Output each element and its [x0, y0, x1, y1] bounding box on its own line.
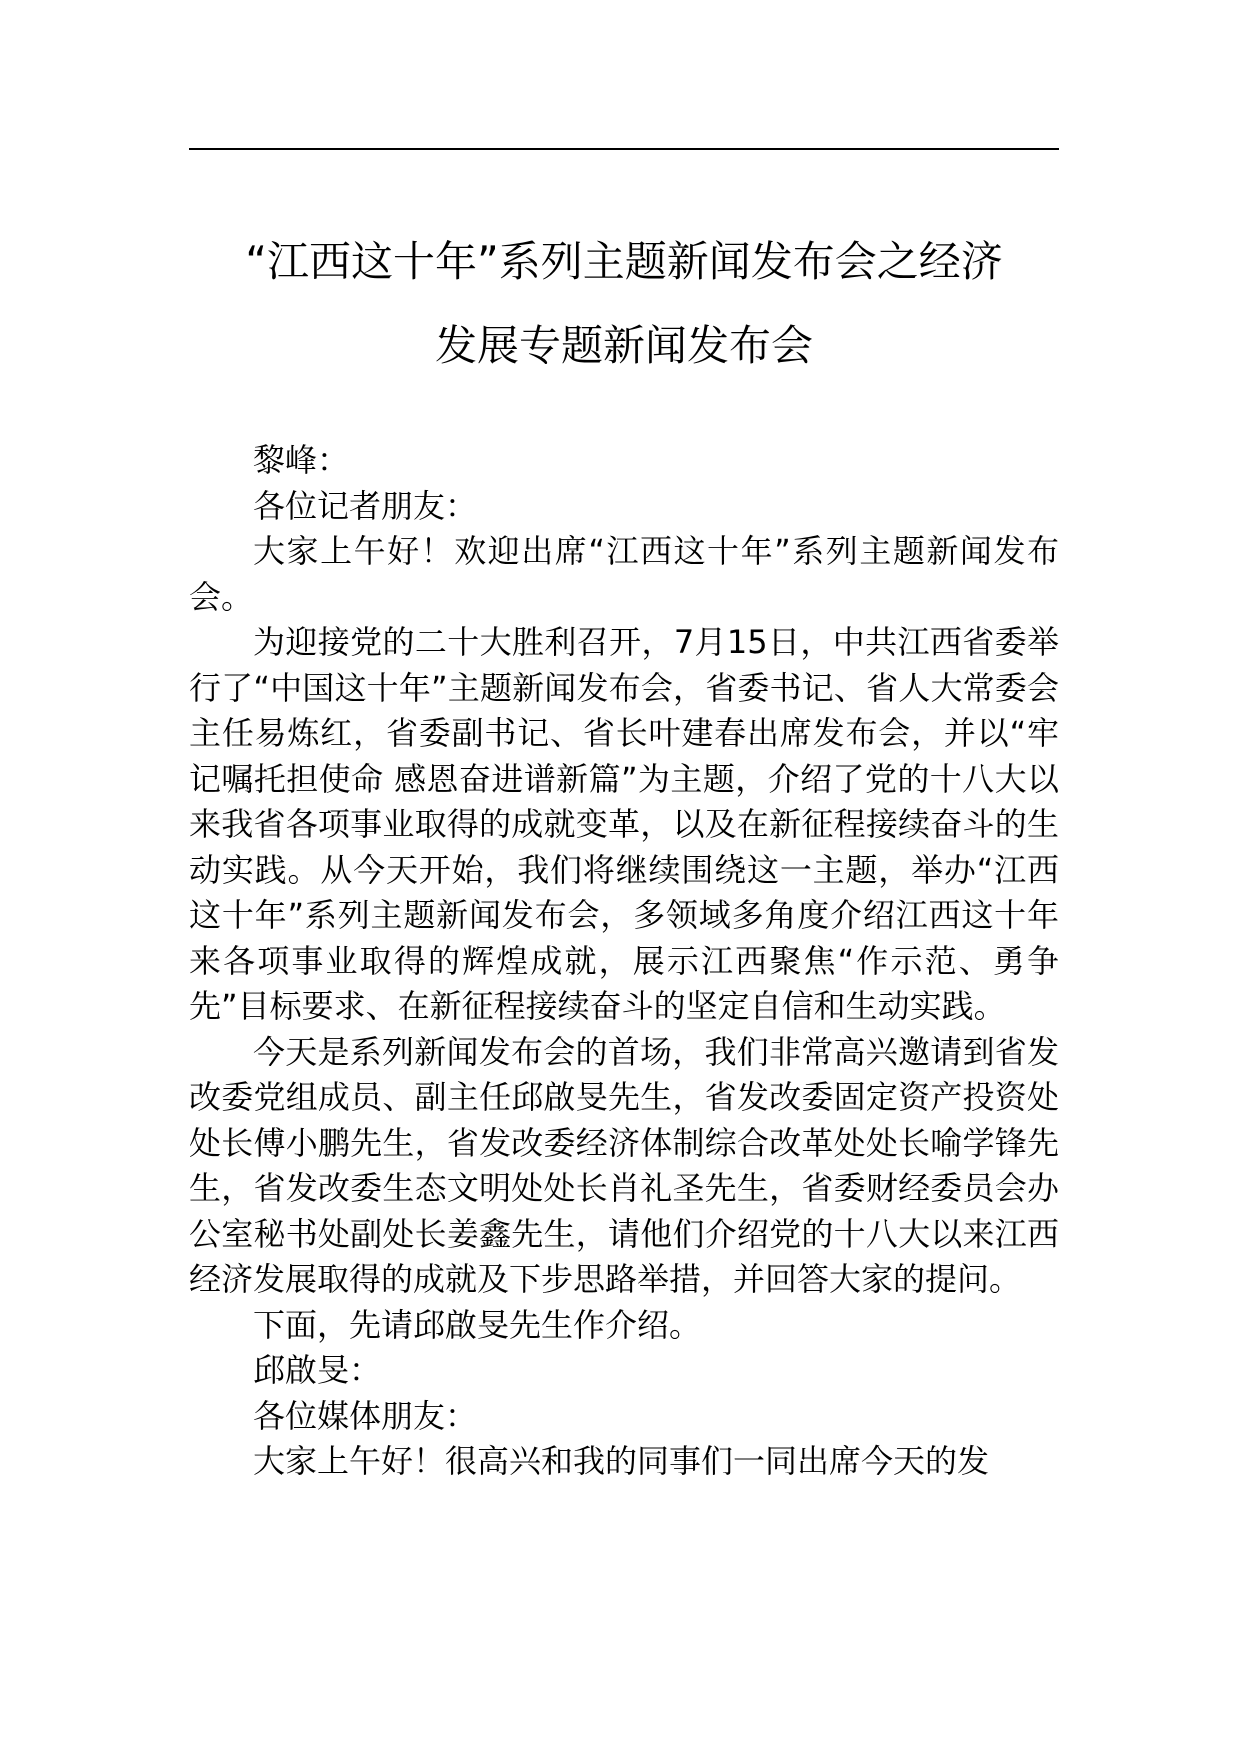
header-rule	[189, 148, 1059, 150]
salutation-media: 各位媒体朋友：	[253, 1396, 478, 1435]
speaker-label-qiu: 邱啟旻：	[253, 1351, 382, 1389]
document-body	[189, 438, 1059, 1485]
speaker-label-li-feng: 黎峰：	[253, 441, 350, 479]
title-line-2: 发展专题新闻发布会	[434, 321, 813, 370]
paragraph-welcome: 大家上午好！欢迎出席“江西这十年”系列主题新闻发布会。	[189, 532, 1059, 616]
paragraph-background: 为迎接党的二十大胜利召开，7月15日，中共江西省委举行了“中国这十年”主题新闻发布会，省委书记、省人大常委会主任易炼红，省委副书记、省长叶建春出席发布会，并以“牢记嘱托担使命 感恩奋进谱新篇”为主题，介绍了党的十八大以来我省各项事业取得的成就变革，以及在新征程接续奋斗的生动实践。从今天开始，我们将继续围绕这一主题，举办“江西这十年”系列主题新闻发布会，多领域多角度介绍江西这十年来各项事业取得的辉煌成就，展示江西聚焦“作示范、勇争先”目标要求、在新征程接续奋斗的坚定自信和生动实践。	[189, 623, 1059, 1025]
document-title	[189, 220, 1059, 388]
salutation-reporters: 各位记者朋友：	[253, 486, 478, 525]
paragraph-introductions: 今天是系列新闻发布会的首场，我们非常高兴邀请到省发改委党组成员、副主任邱啟旻先生，省发改委固定资产投资处处长傅小鹏先生，省发改委经济体制综合改革处处长喻学锋先生，省发改委生态文明处处长肖礼圣先生，省委财经委员会办公室秘书处副处长姜鑫先生，请他们介绍党的十八大以来江西经济发展取得的成就及下步思路举措，并回答大家的提问。	[189, 1032, 1059, 1298]
title-line-1: “江西这十年”系列主题新闻发布会之经济	[245, 237, 1003, 286]
paragraph-handover: 下面，先请邱啟旻先生作介绍。	[253, 1305, 702, 1344]
paragraph-opening-remarks: 大家上午好！很高兴和我的同事们一同出席今天的发	[253, 1442, 990, 1480]
